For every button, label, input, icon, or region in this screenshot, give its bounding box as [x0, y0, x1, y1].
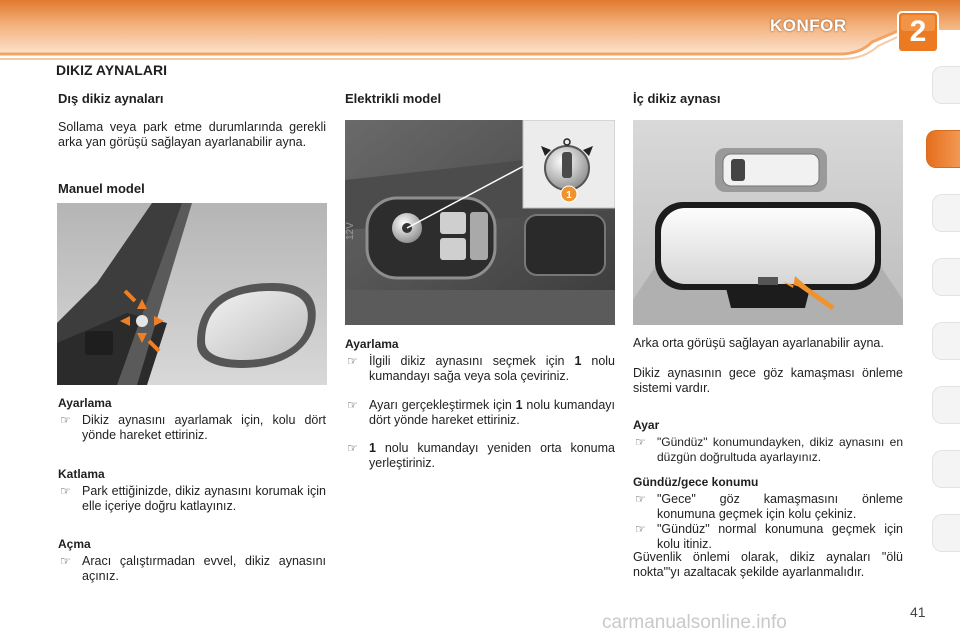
section-title: DIKIZ AYNALARI	[56, 62, 167, 78]
electric-step-1	[345, 354, 615, 384]
page-number: 41	[910, 604, 926, 620]
chapter-number: 2	[909, 15, 927, 48]
day-night-item-2	[633, 522, 903, 552]
electric-step-3-text: nolu kumandayı yeniden orta konuma yerleştiriniz.	[369, 441, 615, 470]
pointing-hand-icon: ☞	[60, 413, 71, 427]
fold-text: Park ettiğinizde, dikiz aynasını korumak için elle içeriye doğru katlayınız.	[82, 484, 326, 513]
pointing-hand-icon: ☞	[347, 398, 358, 412]
ayar-item	[633, 435, 903, 465]
day-night-text-1: "Gece" göz kamaşmasını önleme konumuna geçmek için kolu çekiniz.	[657, 492, 903, 521]
pointing-hand-icon: ☞	[60, 554, 71, 568]
fold-item	[58, 484, 326, 514]
ayar-text: "Gündüz" konumundayken, dikiz aynasını en düzgün doğrultuda ayarlayınız.	[657, 435, 903, 464]
chapter-title: KONFOR	[770, 16, 847, 35]
control-number: 1	[369, 441, 376, 455]
pointing-hand-icon: ☞	[635, 435, 646, 449]
electric-step-3	[345, 441, 615, 471]
open-title: Açma	[58, 537, 91, 551]
inner-mirror-photo	[633, 120, 903, 325]
chapter-tab[interactable]	[932, 66, 960, 104]
chapter-tab[interactable]	[932, 258, 960, 296]
day-night-title: Gündüz/gece konumu	[633, 475, 759, 489]
inner-mirror-intro-2: Dikiz aynasının gece göz kamaşması önleme sistemi vardır.	[633, 366, 903, 395]
electric-step-2	[345, 398, 615, 428]
electric-step-1-text-end: nolu kumandayı sağa veya sola çeviriniz.	[369, 354, 616, 383]
socket-label-12v: 12V	[345, 222, 356, 240]
inner-mirror-intro-1: Arka orta görüşü sağlayan ayarlanabilir ayna.	[633, 336, 884, 350]
outer-mirror-photo	[57, 203, 327, 385]
manual-adjust-title: Ayarlama	[58, 396, 112, 410]
ayar-title: Ayar	[633, 418, 660, 432]
chapter-tab[interactable]	[932, 322, 960, 360]
electric-step-2-text-end: nolu kumandayı dört yönde hareket ettiriniz.	[369, 398, 615, 427]
control-number: 1	[515, 398, 523, 412]
chapter-tab[interactable]	[932, 194, 960, 232]
pointing-hand-icon: ☞	[635, 492, 646, 506]
day-night-text-2: "Gündüz" normal konumuna geçmek için kolu itiniz.	[657, 522, 903, 551]
day-night-item-1	[633, 492, 903, 522]
open-text: Aracı çalıştırmadan evvel, dikiz aynasını açınız.	[82, 554, 326, 583]
open-item	[58, 554, 326, 584]
pointing-hand-icon: ☞	[347, 354, 358, 368]
callout-label-1: 1	[566, 190, 572, 201]
chapter-tabs	[926, 66, 960, 586]
manual-adjust-text: Dikiz aynasını ayarlamak için, kolu dört yönde hareket ettiriniz.	[82, 413, 326, 442]
chapter-tab[interactable]	[932, 450, 960, 488]
pointing-hand-icon: ☞	[635, 522, 646, 536]
electric-step-2-text: Ayarı gerçekleştirmek için	[369, 398, 516, 412]
inner-mirror-heading: İç dikiz aynası	[633, 91, 721, 106]
chapter-tab-active[interactable]	[926, 130, 960, 168]
manual-adjust-item	[58, 413, 326, 443]
manual-model-heading: Manuel model	[58, 181, 145, 196]
watermark: carmanualsonline.info	[602, 612, 787, 633]
electric-adjust-title: Ayarlama	[345, 337, 399, 351]
electric-control-photo	[345, 120, 615, 325]
outer-mirrors-intro: Sollama veya park etme durumlarında gerekli arka yan görüşü sağlayan ayarlanabilir ayna.	[58, 120, 326, 149]
electric-step-1-text: İlgili dikiz aynasını seçmek için	[369, 354, 575, 368]
pointing-hand-icon: ☞	[60, 484, 71, 498]
outer-mirrors-heading: Dış dikiz aynaları	[58, 91, 164, 106]
control-number: 1	[574, 354, 582, 368]
chapter-tab[interactable]	[932, 514, 960, 552]
electric-model-heading: Elektrikli model	[345, 91, 442, 106]
chapter-tab[interactable]	[932, 386, 960, 424]
safety-note: Güvenlik önlemi olarak, dikiz aynaları "ölü nokta"'yı azaltacak şekilde ayarlanmalıdır.	[633, 550, 903, 579]
pointing-hand-icon: ☞	[347, 441, 358, 455]
fold-title: Katlama	[58, 467, 105, 481]
